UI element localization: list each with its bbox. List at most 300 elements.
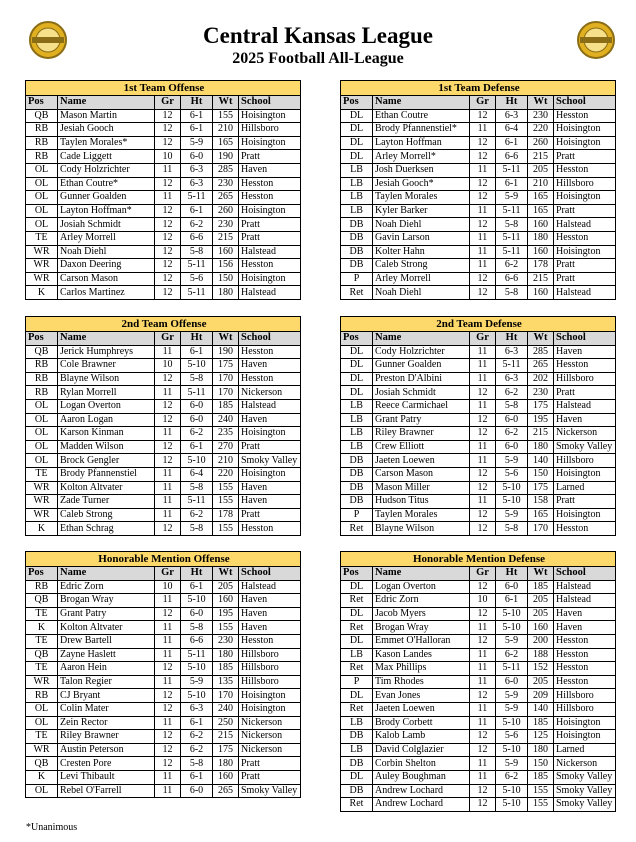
cell-name: Reece Carmichael	[373, 399, 470, 413]
cell-ht: 5-8	[181, 372, 213, 386]
cell-ht: 5-10	[496, 621, 528, 635]
cell-gr: 12	[155, 440, 181, 454]
cell-ht: 5-6	[496, 730, 528, 744]
cell-school: Hesston	[554, 163, 616, 177]
cell-name: Colin Mater	[58, 702, 155, 716]
cell-pos: DL	[341, 386, 373, 400]
cell-ht: 5-11	[496, 231, 528, 245]
cell-wt: 215	[528, 272, 554, 286]
cell-wt: 285	[213, 163, 239, 177]
cell-gr: 12	[470, 272, 496, 286]
cell-gr: 12	[155, 662, 181, 676]
cell-pos: LB	[341, 648, 373, 662]
cell-pos: OL	[26, 177, 58, 191]
cell-wt: 170	[213, 689, 239, 703]
cell-pos: LB	[341, 399, 373, 413]
cell-pos: WR	[26, 259, 58, 273]
table-row	[341, 136, 616, 150]
cell-gr: 12	[470, 136, 496, 150]
cell-name: Andrew Lochard	[373, 784, 470, 798]
cell-school: Pratt	[554, 272, 616, 286]
cell-gr: 11	[155, 495, 181, 509]
table-row	[26, 231, 301, 245]
cell-school: Haven	[554, 607, 616, 621]
cell-wt: 156	[213, 259, 239, 273]
column-header-ht: Ht	[181, 96, 213, 110]
cell-ht: 6-0	[496, 413, 528, 427]
cell-school: Pratt	[554, 204, 616, 218]
cell-ht: 5-10	[496, 495, 528, 509]
cell-ht: 6-3	[496, 372, 528, 386]
column-header-gr: Gr	[155, 96, 181, 110]
cell-name: Cresten Pore	[58, 757, 155, 771]
column-header-pos: Pos	[26, 332, 58, 346]
column-header-wt: Wt	[213, 567, 239, 581]
cell-name: David Colglazier	[373, 743, 470, 757]
cell-pos: DL	[341, 109, 373, 123]
cell-school: Hesston	[239, 522, 301, 536]
cell-name: Noah Diehl	[373, 286, 470, 300]
cell-pos: Ret	[341, 286, 373, 300]
cell-name: Layton Hoffman*	[58, 204, 155, 218]
column-header-pos: Pos	[341, 332, 373, 346]
cell-name: Preston D'Albini	[373, 372, 470, 386]
cell-gr: 12	[155, 286, 181, 300]
cell-gr: 12	[155, 123, 181, 137]
cell-ht: 6-6	[181, 634, 213, 648]
cell-wt: 210	[213, 454, 239, 468]
cell-wt: 165	[213, 136, 239, 150]
table-row	[341, 177, 616, 191]
cell-school: Halstead	[239, 399, 301, 413]
cell-pos: DB	[341, 259, 373, 273]
table-row	[341, 675, 616, 689]
cell-pos: WR	[26, 272, 58, 286]
cell-school: Haven	[239, 413, 301, 427]
cell-name: Arley Morrell	[58, 231, 155, 245]
cell-school: Hoisington	[239, 204, 301, 218]
cell-gr: 11	[155, 467, 181, 481]
table-row	[26, 345, 301, 359]
table-row	[26, 689, 301, 703]
table-first-offense	[25, 80, 301, 300]
cell-ht: 5-8	[181, 522, 213, 536]
cell-gr: 12	[470, 743, 496, 757]
cell-school: Hoisington	[554, 730, 616, 744]
column-header-gr: Gr	[155, 567, 181, 581]
cell-gr: 11	[470, 372, 496, 386]
cell-name: Kalob Lamb	[373, 730, 470, 744]
cell-wt: 178	[213, 508, 239, 522]
cell-wt: 260	[213, 204, 239, 218]
table-row	[26, 675, 301, 689]
cell-wt: 180	[528, 231, 554, 245]
cell-wt: 240	[213, 702, 239, 716]
column-header-gr: Gr	[155, 332, 181, 346]
cell-gr: 12	[470, 191, 496, 205]
table-row	[341, 481, 616, 495]
cell-ht: 6-1	[181, 109, 213, 123]
cell-pos: K	[26, 770, 58, 784]
cell-ht: 6-0	[496, 580, 528, 594]
cell-school: Pratt	[554, 150, 616, 164]
cell-wt: 205	[213, 580, 239, 594]
cell-gr: 10	[155, 359, 181, 373]
cell-school: Hillsboro	[554, 177, 616, 191]
cell-wt: 155	[213, 495, 239, 509]
cell-name: Ethan Coutre	[373, 109, 470, 123]
cell-school: Hesston	[239, 372, 301, 386]
cell-wt: 200	[528, 634, 554, 648]
cell-name: Madden Wilson	[58, 440, 155, 454]
cell-name: Grant Patry	[373, 413, 470, 427]
cell-gr: 12	[155, 454, 181, 468]
column-header-name: Name	[373, 567, 470, 581]
cell-school: Nickerson	[239, 730, 301, 744]
cell-ht: 5-10	[496, 716, 528, 730]
cell-gr: 11	[470, 399, 496, 413]
cell-ht: 6-0	[181, 784, 213, 798]
cell-name: CJ Bryant	[58, 689, 155, 703]
table-row	[26, 163, 301, 177]
cell-pos: QB	[26, 109, 58, 123]
table-row	[26, 286, 301, 300]
cell-name: Carlos Martinez	[58, 286, 155, 300]
table-row	[26, 467, 301, 481]
cell-school: Hillsboro	[239, 648, 301, 662]
section-title: 2nd Team Defense	[341, 317, 616, 332]
cell-ht: 6-6	[181, 231, 213, 245]
column-header-wt: Wt	[213, 332, 239, 346]
cell-name: Aaron Hein	[58, 662, 155, 676]
cell-name: Rebel O'Farrell	[58, 784, 155, 798]
cell-school: Nickerson	[239, 386, 301, 400]
cell-school: Hoisington	[239, 272, 301, 286]
table-row	[26, 580, 301, 594]
cell-school: Haven	[239, 621, 301, 635]
cell-ht: 5-10	[496, 784, 528, 798]
table-row	[26, 662, 301, 676]
table-row	[341, 150, 616, 164]
cell-school: Smoky Valley	[554, 770, 616, 784]
cell-wt: 185	[213, 662, 239, 676]
cell-school: Hoisington	[554, 245, 616, 259]
cell-wt: 165	[528, 191, 554, 205]
cell-name: Evan Jones	[373, 689, 470, 703]
cell-ht: 5-9	[496, 702, 528, 716]
cell-name: Carson Mason	[373, 467, 470, 481]
column-header-gr: Gr	[470, 567, 496, 581]
cell-pos: TE	[26, 607, 58, 621]
cell-wt: 150	[213, 272, 239, 286]
cell-ht: 5-8	[496, 399, 528, 413]
cell-pos: Ret	[341, 702, 373, 716]
cell-school: Hoisington	[239, 689, 301, 703]
cell-wt: 140	[528, 702, 554, 716]
table-row	[26, 218, 301, 232]
cell-pos: P	[341, 508, 373, 522]
cell-name: Ethan Schrag	[58, 522, 155, 536]
cell-gr: 11	[155, 675, 181, 689]
column-header-ht: Ht	[496, 96, 528, 110]
table-second-offense	[25, 316, 301, 536]
cell-ht: 6-4	[181, 467, 213, 481]
table-first-defense	[340, 80, 616, 300]
cell-wt: 152	[528, 662, 554, 676]
cell-gr: 11	[470, 245, 496, 259]
table-row	[26, 784, 301, 798]
cell-gr: 12	[155, 136, 181, 150]
cell-name: Logan Overton	[373, 580, 470, 594]
cell-pos: Ret	[341, 621, 373, 635]
cell-gr: 12	[155, 757, 181, 771]
table-row	[341, 621, 616, 635]
cell-ht: 5-10	[181, 454, 213, 468]
table-row	[26, 508, 301, 522]
cell-school: Pratt	[554, 495, 616, 509]
cell-gr: 12	[470, 109, 496, 123]
cell-pos: DL	[341, 136, 373, 150]
cell-school: Hoisington	[554, 716, 616, 730]
cell-ht: 5-10	[496, 481, 528, 495]
cell-name: Emmet O'Halloran	[373, 634, 470, 648]
cell-pos: DL	[341, 359, 373, 373]
table-row	[341, 359, 616, 373]
cell-pos: RB	[26, 580, 58, 594]
cell-pos: K	[26, 522, 58, 536]
cell-name: Rylan Morrell	[58, 386, 155, 400]
cell-name: Cody Holzrichter	[373, 345, 470, 359]
cell-ht: 5-11	[496, 204, 528, 218]
cell-wt: 230	[528, 386, 554, 400]
table-row	[26, 204, 301, 218]
cell-gr: 11	[470, 259, 496, 273]
table-row	[341, 689, 616, 703]
cell-wt: 285	[528, 345, 554, 359]
cell-school: Hoisington	[239, 109, 301, 123]
cell-school: Haven	[554, 413, 616, 427]
cell-wt: 175	[528, 481, 554, 495]
cell-pos: LB	[341, 716, 373, 730]
cell-ht: 6-2	[181, 743, 213, 757]
cell-wt: 170	[213, 372, 239, 386]
cell-pos: RB	[26, 359, 58, 373]
cell-wt: 230	[528, 109, 554, 123]
table-row	[26, 150, 301, 164]
cell-school: Hillsboro	[554, 702, 616, 716]
table-row	[26, 123, 301, 137]
cell-ht: 5-11	[181, 495, 213, 509]
cell-name: Karson Kinman	[58, 427, 155, 441]
cell-name: Kason Landes	[373, 648, 470, 662]
cell-pos: OL	[26, 716, 58, 730]
table-row	[341, 454, 616, 468]
cell-gr: 11	[155, 427, 181, 441]
cell-school: Larned	[554, 743, 616, 757]
cell-wt: 175	[213, 359, 239, 373]
column-header-wt: Wt	[528, 332, 554, 346]
column-header-ht: Ht	[496, 567, 528, 581]
cell-wt: 205	[528, 675, 554, 689]
cell-wt: 175	[213, 743, 239, 757]
cell-wt: 185	[528, 580, 554, 594]
cell-wt: 170	[528, 522, 554, 536]
cell-name: Blayne Wilson	[373, 522, 470, 536]
cell-ht: 6-1	[181, 770, 213, 784]
cell-school: Pratt	[554, 386, 616, 400]
table-row	[341, 427, 616, 441]
cell-name: Taylen Morales	[373, 191, 470, 205]
table-row	[341, 743, 616, 757]
cell-school: Hesston	[554, 675, 616, 689]
cell-gr: 12	[155, 259, 181, 273]
cell-gr: 12	[155, 689, 181, 703]
cell-gr: 11	[155, 508, 181, 522]
cell-name: Logan Overton	[58, 399, 155, 413]
cell-pos: DB	[341, 467, 373, 481]
table-hm-defense	[340, 551, 616, 812]
cell-school: Haven	[239, 481, 301, 495]
table-row	[341, 386, 616, 400]
table-row	[341, 399, 616, 413]
cell-name: Levi Thibault	[58, 770, 155, 784]
cell-pos: P	[341, 272, 373, 286]
cell-school: Hillsboro	[239, 123, 301, 137]
cell-name: Kolton Altvater	[58, 481, 155, 495]
cell-ht: 5-8	[496, 286, 528, 300]
table-row	[341, 770, 616, 784]
cell-wt: 160	[528, 286, 554, 300]
cell-ht: 5-9	[496, 508, 528, 522]
cell-name: Josh Duerksen	[373, 163, 470, 177]
cell-wt: 180	[528, 743, 554, 757]
cell-gr: 10	[470, 594, 496, 608]
cell-school: Halstead	[554, 594, 616, 608]
cell-name: Mason Martin	[58, 109, 155, 123]
cell-wt: 155	[213, 481, 239, 495]
cell-ht: 6-2	[496, 386, 528, 400]
table-row	[341, 716, 616, 730]
cell-ht: 6-1	[181, 204, 213, 218]
cell-ht: 5-9	[181, 136, 213, 150]
cell-name: Noah Diehl	[58, 245, 155, 259]
cell-school: Halstead	[239, 580, 301, 594]
cell-school: Hillsboro	[239, 662, 301, 676]
table-row	[341, 345, 616, 359]
cell-ht: 5-8	[181, 245, 213, 259]
cell-wt: 180	[213, 286, 239, 300]
cell-school: Smoky Valley	[554, 798, 616, 812]
cell-pos: WR	[26, 495, 58, 509]
cell-gr: 11	[155, 716, 181, 730]
cell-school: Hesston	[554, 648, 616, 662]
cell-name: Brogan Wray	[58, 594, 155, 608]
cell-pos: OL	[26, 218, 58, 232]
table-row	[341, 634, 616, 648]
cell-school: Haven	[239, 359, 301, 373]
cell-gr: 12	[155, 743, 181, 757]
cell-school: Larned	[554, 481, 616, 495]
cell-gr: 12	[155, 204, 181, 218]
cell-wt: 185	[213, 399, 239, 413]
cell-school: Pratt	[239, 150, 301, 164]
table-row	[341, 218, 616, 232]
cell-school: Hesston	[239, 191, 301, 205]
cell-name: Gavin Larson	[373, 231, 470, 245]
cell-gr: 12	[470, 634, 496, 648]
cell-wt: 155	[213, 621, 239, 635]
cell-name: Andrew Lochard	[373, 798, 470, 812]
cell-school: Pratt	[239, 440, 301, 454]
cell-name: Mason Miller	[373, 481, 470, 495]
cell-ht: 5-10	[181, 662, 213, 676]
cell-ht: 6-1	[496, 136, 528, 150]
table-row	[341, 163, 616, 177]
cell-wt: 215	[528, 427, 554, 441]
table-row	[26, 495, 301, 509]
cell-ht: 5-9	[496, 634, 528, 648]
table-row	[26, 272, 301, 286]
cell-name: Corbin Shelton	[373, 757, 470, 771]
cell-ht: 5-11	[496, 662, 528, 676]
table-row	[341, 231, 616, 245]
cell-ht: 5-11	[181, 648, 213, 662]
cell-gr: 12	[470, 580, 496, 594]
cell-wt: 265	[528, 359, 554, 373]
table-row	[26, 743, 301, 757]
section-title: 1st Team Offense	[26, 81, 301, 96]
cell-ht: 6-1	[181, 580, 213, 594]
cell-gr: 12	[470, 607, 496, 621]
cell-pos: WR	[26, 481, 58, 495]
cell-gr: 11	[470, 123, 496, 137]
table-second-defense	[340, 316, 616, 536]
cell-pos: RB	[26, 136, 58, 150]
cell-pos: LB	[341, 177, 373, 191]
cell-pos: DB	[341, 757, 373, 771]
table-row	[26, 730, 301, 744]
cell-ht: 6-2	[181, 427, 213, 441]
cell-name: Cody Holzrichter	[58, 163, 155, 177]
cell-school: Hoisington	[554, 191, 616, 205]
cell-pos: OL	[26, 191, 58, 205]
cell-gr: 12	[155, 413, 181, 427]
cell-gr: 12	[155, 245, 181, 259]
cell-ht: 6-1	[181, 123, 213, 137]
cell-name: Cole Brawner	[58, 359, 155, 373]
cell-gr: 11	[470, 675, 496, 689]
cell-gr: 12	[470, 427, 496, 441]
page-subtitle: 2025 Football All-League	[232, 50, 404, 67]
table-row	[26, 594, 301, 608]
cell-name: Max Phillips	[373, 662, 470, 676]
cell-wt: 180	[528, 440, 554, 454]
cell-wt: 205	[528, 594, 554, 608]
cell-name: Talon Regier	[58, 675, 155, 689]
cell-ht: 5-10	[181, 594, 213, 608]
table-row	[26, 386, 301, 400]
cell-wt: 220	[528, 123, 554, 137]
cell-ht: 5-11	[181, 386, 213, 400]
cell-name: Crew Elliott	[373, 440, 470, 454]
cell-school: Haven	[554, 345, 616, 359]
cell-gr: 12	[155, 231, 181, 245]
column-header-pos: Pos	[341, 567, 373, 581]
cell-pos: OL	[26, 784, 58, 798]
cell-ht: 6-2	[181, 508, 213, 522]
table-row	[341, 580, 616, 594]
section-title: Honorable Mention Defense	[341, 552, 616, 567]
